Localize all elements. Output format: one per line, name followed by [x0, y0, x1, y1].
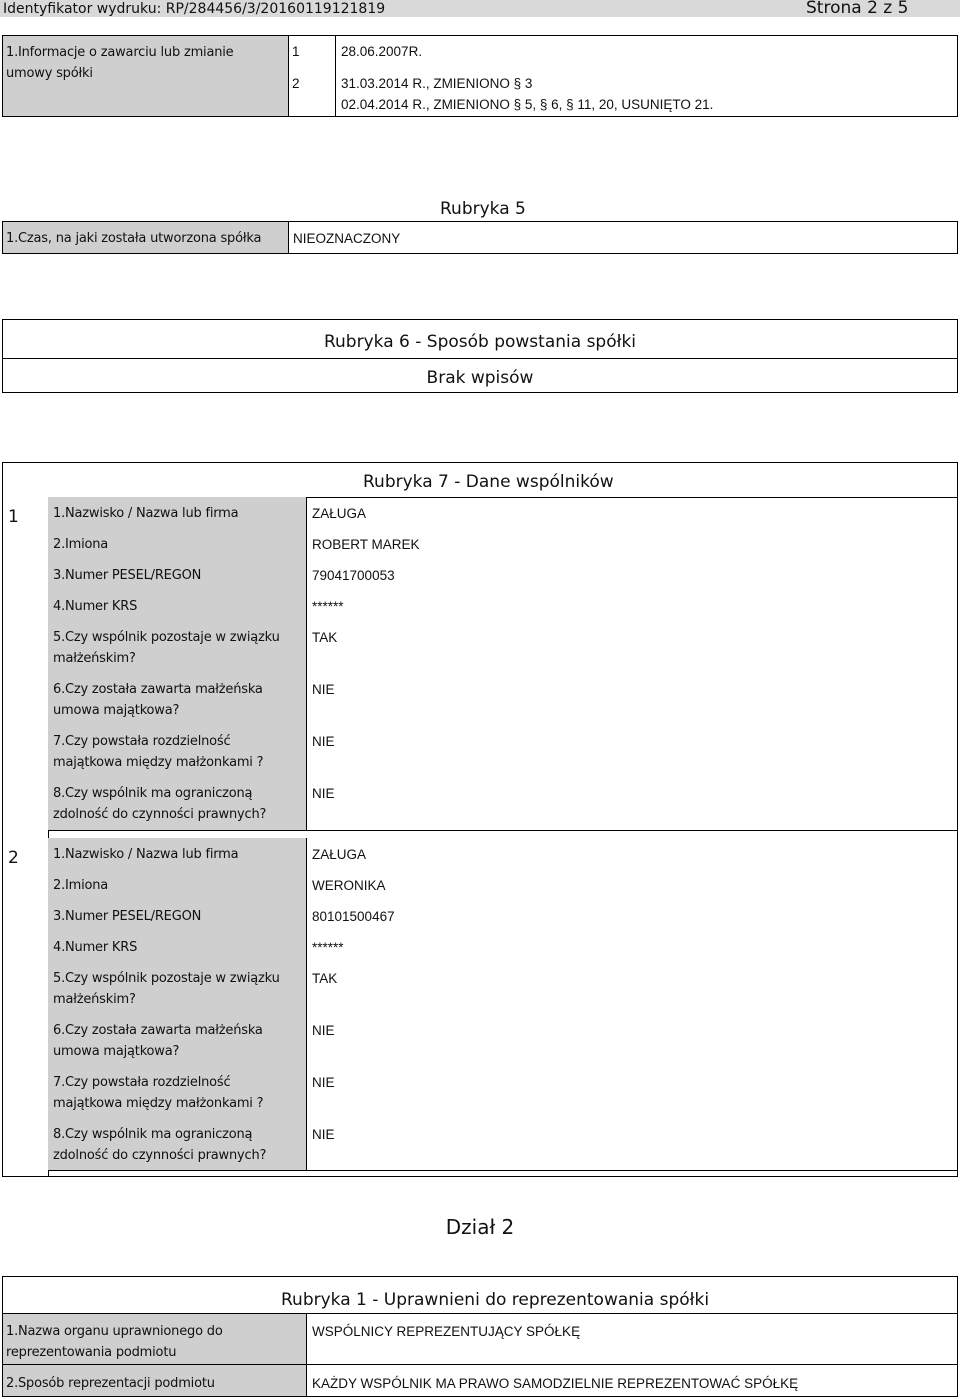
partner-1-names: ROBERT MAREK	[312, 537, 420, 552]
partner-2-label-divider	[306, 838, 307, 1171]
organ-value: WSPÓLNICY REPREZENTUJĄCY SPÓŁKĘ	[312, 1324, 581, 1339]
partner-1-krs: ******	[312, 599, 344, 614]
organ-label: 1.Nazwa organu uprawnionego do reprezentowania podmiotu	[6, 1324, 223, 1360]
rubryka7-title: Rubryka 7 - Dane wspólników	[363, 472, 614, 492]
dzial2-title: Dział 2	[445, 1215, 515, 1239]
partner-2-q7-label: 7.Czy powstała rozdzielność majątkowa między małżonkami ?	[53, 1075, 264, 1111]
agreement-info-label: 1.Informacje o zawarciu lub zmianie umowy spółki	[6, 45, 234, 81]
page-number: Strona 2 z 5	[806, 0, 909, 18]
partner-2-krs: ******	[312, 940, 344, 955]
rubryka6-title: Rubryka 6 - Sposób powstania spółki	[323, 332, 637, 352]
partner-1-surname: ZAŁUGA	[312, 506, 367, 521]
partner-2-bottom-line	[48, 1170, 958, 1171]
rubryka6-empty-note: Brak wpisów	[426, 368, 534, 388]
agreement-num-divider	[335, 35, 336, 117]
partner-2-names: WERONIKA	[312, 878, 386, 893]
dzial2-rubryka1-title: Rubryka 1 - Uprawnieni do reprezentowania spółki	[281, 1290, 710, 1310]
partner-1-q7-value: NIE	[312, 734, 335, 749]
partner-2-pesel: 80101500467	[312, 909, 395, 924]
method-value: KAŻDY WSPÓLNIK MA PRAWO SAMODZIELNIE REPREZENTOWAĆ SPÓŁKĘ	[312, 1376, 799, 1391]
partner-2-q8-value: NIE	[312, 1127, 335, 1142]
partner-1-q6-label: 6.Czy została zawarta małżeńska umowa majątkowa?	[53, 682, 263, 718]
agreement-row-2-text: 31.03.2014 R., ZMIENIONO § 3	[341, 76, 533, 91]
partner-1-q5-value: TAK	[312, 630, 338, 645]
partner-2-pesel-label: 3.Numer PESEL/REGON	[53, 909, 202, 924]
partner-1-q6-value: NIE	[312, 682, 335, 697]
partner-2-krs-label: 4.Numer KRS	[53, 940, 138, 955]
rubryka5-value: NIEOZNACZONY	[293, 231, 401, 246]
partner-2-names-label: 2.Imiona	[53, 878, 109, 893]
partner-1-q8-value: NIE	[312, 786, 335, 801]
partner-2-q6-label: 6.Czy została zawarta małżeńska umowa majątkowa?	[53, 1023, 263, 1059]
partner-1-pesel-label: 3.Numer PESEL/REGON	[53, 568, 202, 583]
partner-2-surname: ZAŁUGA	[312, 847, 367, 862]
partner-1-pesel: 79041700053	[312, 568, 395, 583]
partner-2-q7-value: NIE	[312, 1075, 335, 1090]
method-label: 2.Sposób reprezentacji podmiotu	[6, 1376, 215, 1391]
partner-1-q5-label: 5.Czy wspólnik pozostaje w związku małżeńskim?	[53, 630, 280, 666]
partner-1-surname-label: 1.Nazwisko / Nazwa lub firma	[53, 506, 239, 521]
partner-1-names-label: 2.Imiona	[53, 537, 109, 552]
partner-1-bottom-line	[48, 830, 958, 831]
partner-2-number: 2	[8, 848, 19, 868]
agreement-row-1-text: 28.06.2007R.	[341, 44, 423, 59]
agreement-row-2-num: 2	[292, 76, 300, 91]
partner-1-label-divider	[306, 497, 307, 830]
rubryka6-divider	[2, 358, 958, 359]
rubryka5-title: Rubryka 5	[440, 199, 526, 219]
partner-2-q5-label: 5.Czy wspólnik pozostaje w związku małżeńskim?	[53, 971, 280, 1007]
partner-1-q7-label: 7.Czy powstała rozdzielność majątkowa między małżonkami ?	[53, 734, 264, 770]
partner-2-q6-value: NIE	[312, 1023, 335, 1038]
partner-1-q8-label: 8.Czy wspólnik ma ograniczoną zdolność do czynności prawnych?	[53, 786, 267, 822]
partner-1-number: 1	[8, 507, 19, 527]
partner-2-surname-label: 1.Nazwisko / Nazwa lub firma	[53, 847, 239, 862]
print-identifier: Identyfikator wydruku: RP/284456/3/20160119121819	[3, 1, 386, 17]
partner-2-q8-label: 8.Czy wspólnik ma ograniczoną zdolność do czynności prawnych?	[53, 1127, 267, 1163]
partner-1-krs-label: 4.Numer KRS	[53, 599, 138, 614]
partner-2-q5-value: TAK	[312, 971, 338, 986]
agreement-row-1-num: 1	[292, 44, 300, 59]
rubryka5-label: 1.Czas, na jaki została utworzona spółka	[6, 231, 262, 246]
agreement-row-3-text: 02.04.2014 R., ZMIENIONO § 5, § 6, § 11, 20, USUNIĘTO 21.	[341, 97, 714, 112]
